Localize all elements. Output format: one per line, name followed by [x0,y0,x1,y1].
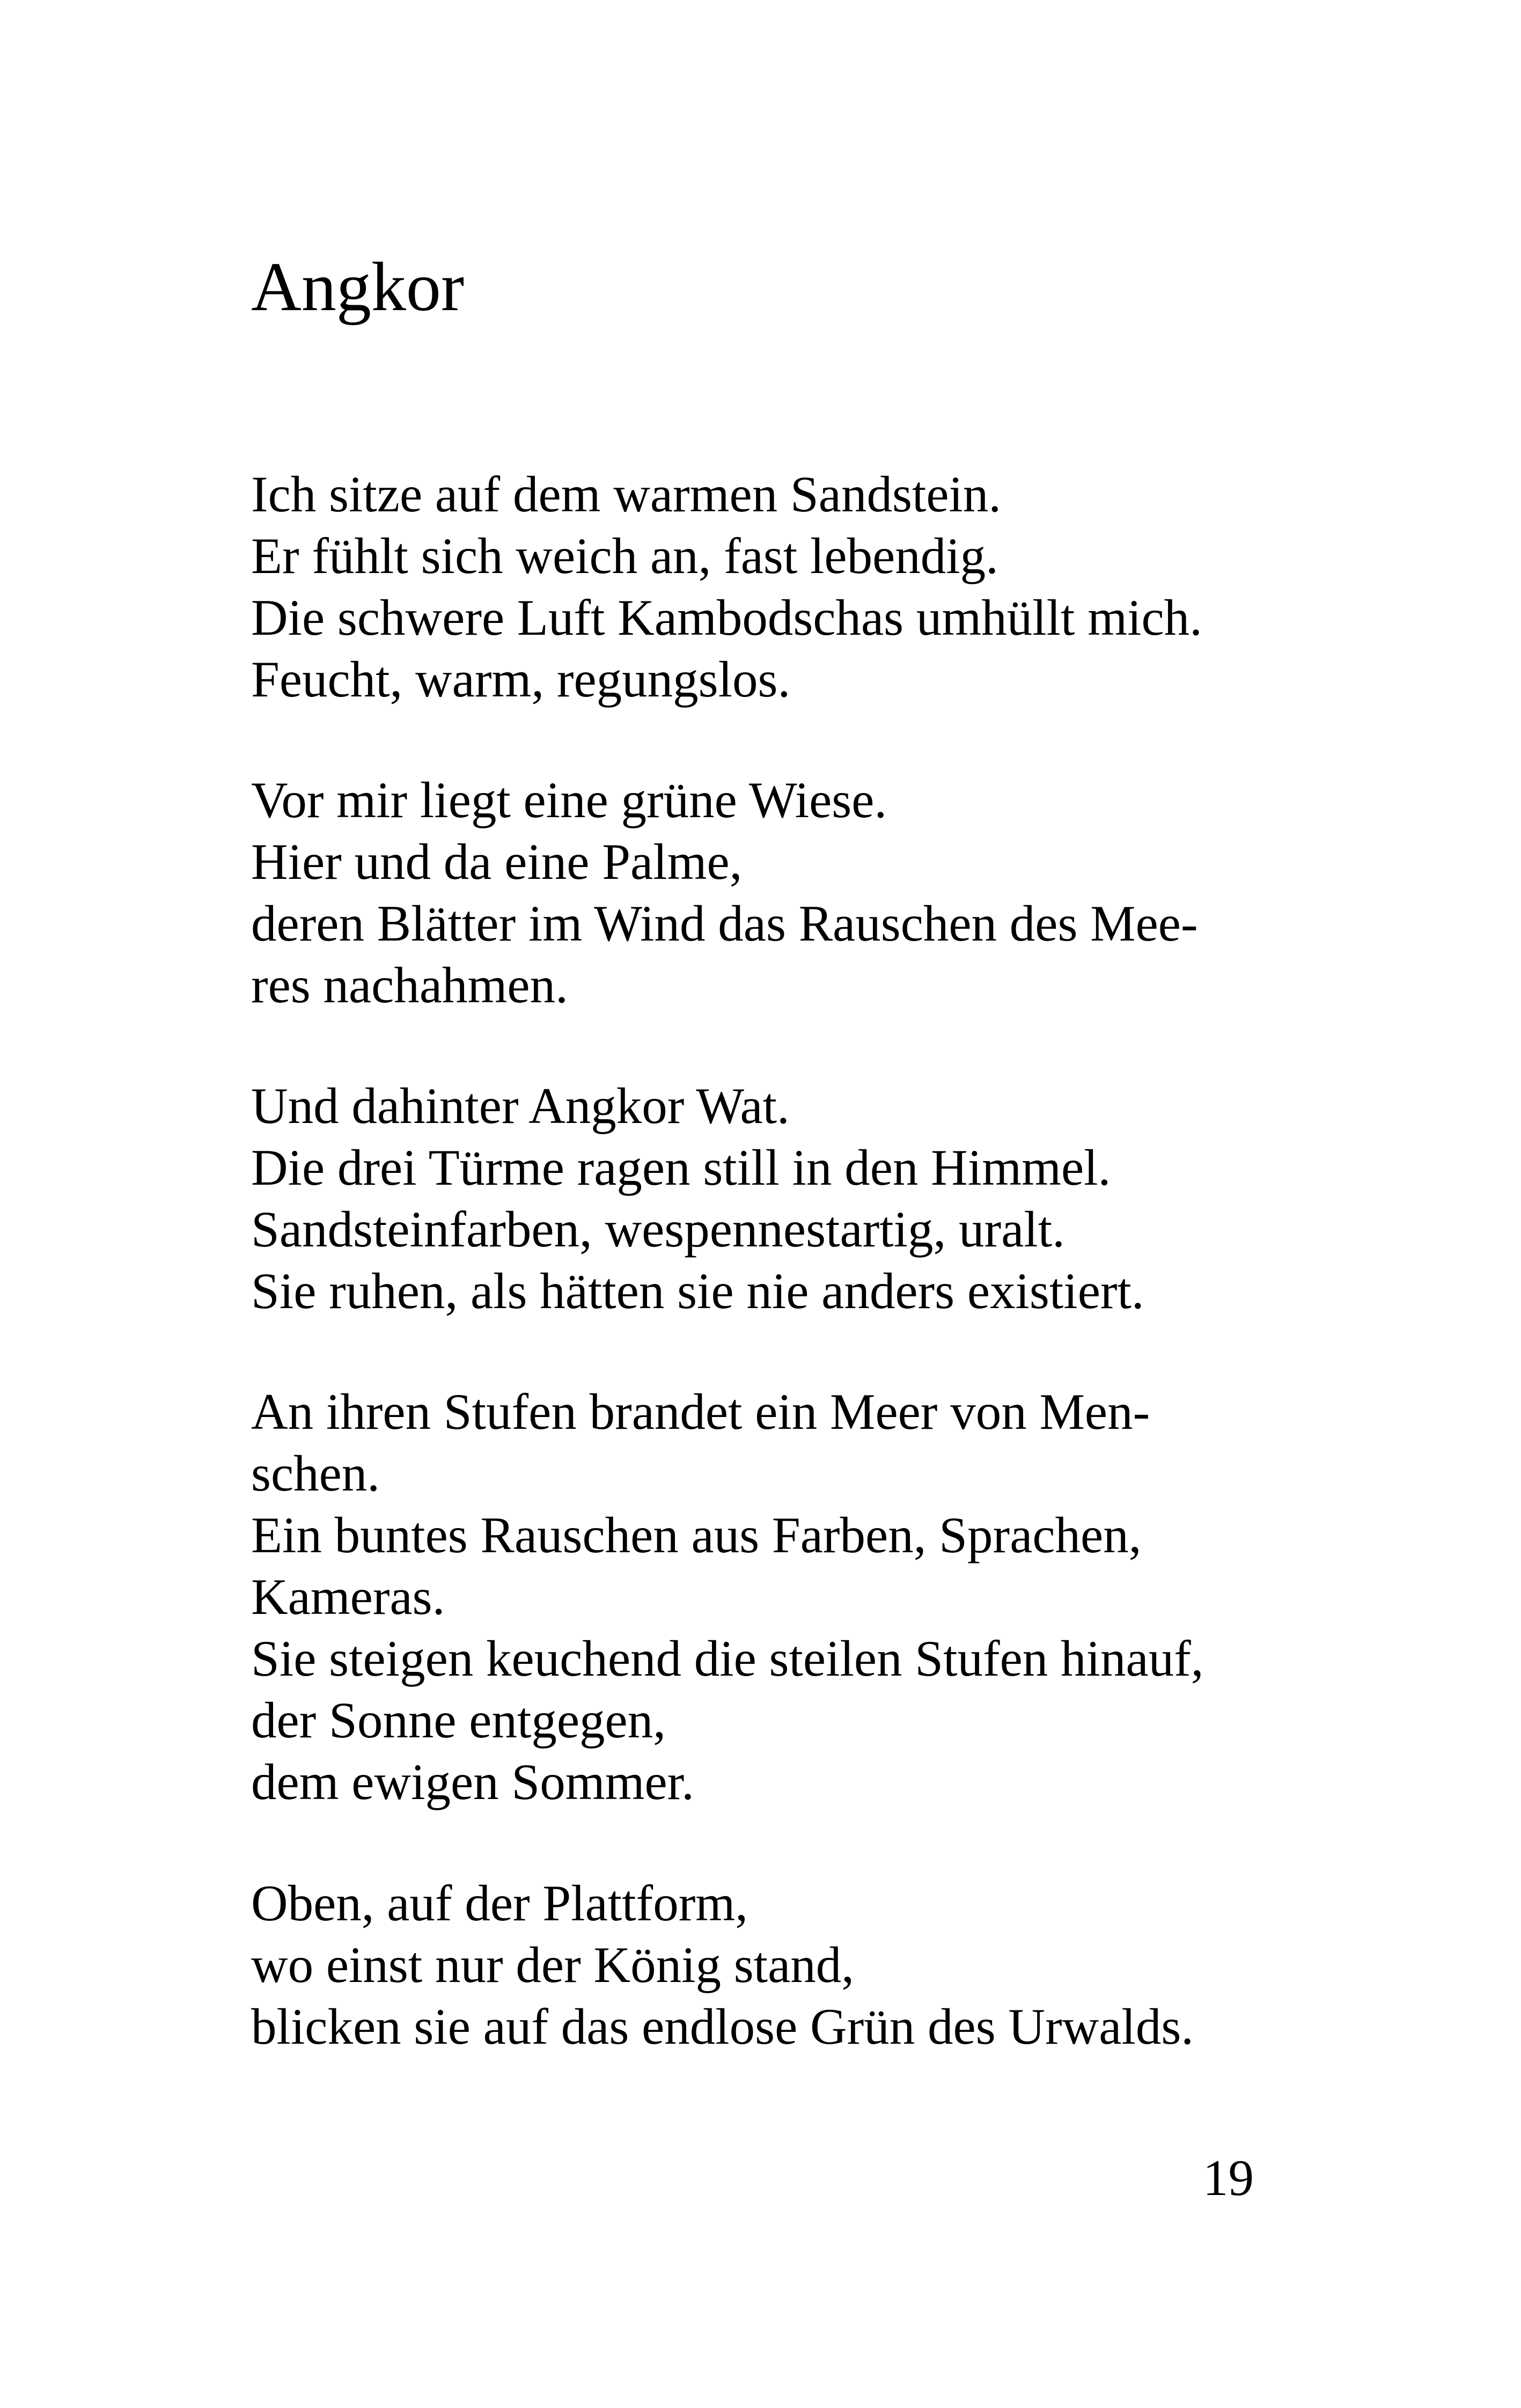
poem-line: Und dahinter Angkor Wat. [251,1077,790,1134]
poem-line: Vor mir liegt eine grüne Wiese. [251,772,887,828]
poem-line: res nachahmen. [251,957,568,1014]
stanza-2 [251,769,1198,1016]
poem-line: Die drei Türme ragen still in den Himmel. [251,1139,1111,1196]
poem-line: blicken sie auf das endlose Grün des Urwalds. [251,1998,1194,2055]
poem-line: Sandsteinfarben, wespennestartig, uralt. [251,1201,1065,1258]
stanza-3 [251,1075,1144,1322]
poem-line: Die schwere Luft Kambodschas umhüllt mich. [251,589,1202,646]
poem-line: Hier und da eine Palme, [251,833,743,890]
poem-line: An ihren Stufen brandet ein Meer von Men- [251,1383,1150,1440]
poem-line: Feucht, warm, regungslos. [251,651,791,708]
poem-line: dem ewigen Sommer. [251,1753,694,1810]
poem-line: Sie ruhen, als hätten sie nie anders existiert. [251,1262,1144,1319]
poem-line: wo einst nur der König stand, [251,1936,854,1993]
poem-line: deren Blätter im Wind das Rauschen des Mee- [251,895,1198,952]
poem-line: Sie steigen keuchend die steilen Stufen hinauf, [251,1630,1204,1687]
poem-line: Oben, auf der Plattform, [251,1875,748,1932]
stanza-1 [251,464,1202,710]
poem-line: der Sonne entgegen, [251,1692,666,1749]
poem-title: Angkor [251,248,465,326]
stanza-4 [251,1381,1204,1813]
page-number: 19 [1203,2149,1254,2206]
poem-line: Kameras. [251,1568,445,1625]
poem-line: Er fühlt sich weich an, fast lebendig. [251,527,998,584]
poem-line: Ein buntes Rauschen aus Farben, Sprachen, [251,1507,1142,1563]
poem-line: schen. [251,1445,380,1502]
poem-line: Ich sitze auf dem warmen Sandstein. [251,466,1002,523]
stanza-5 [251,1873,1194,2058]
